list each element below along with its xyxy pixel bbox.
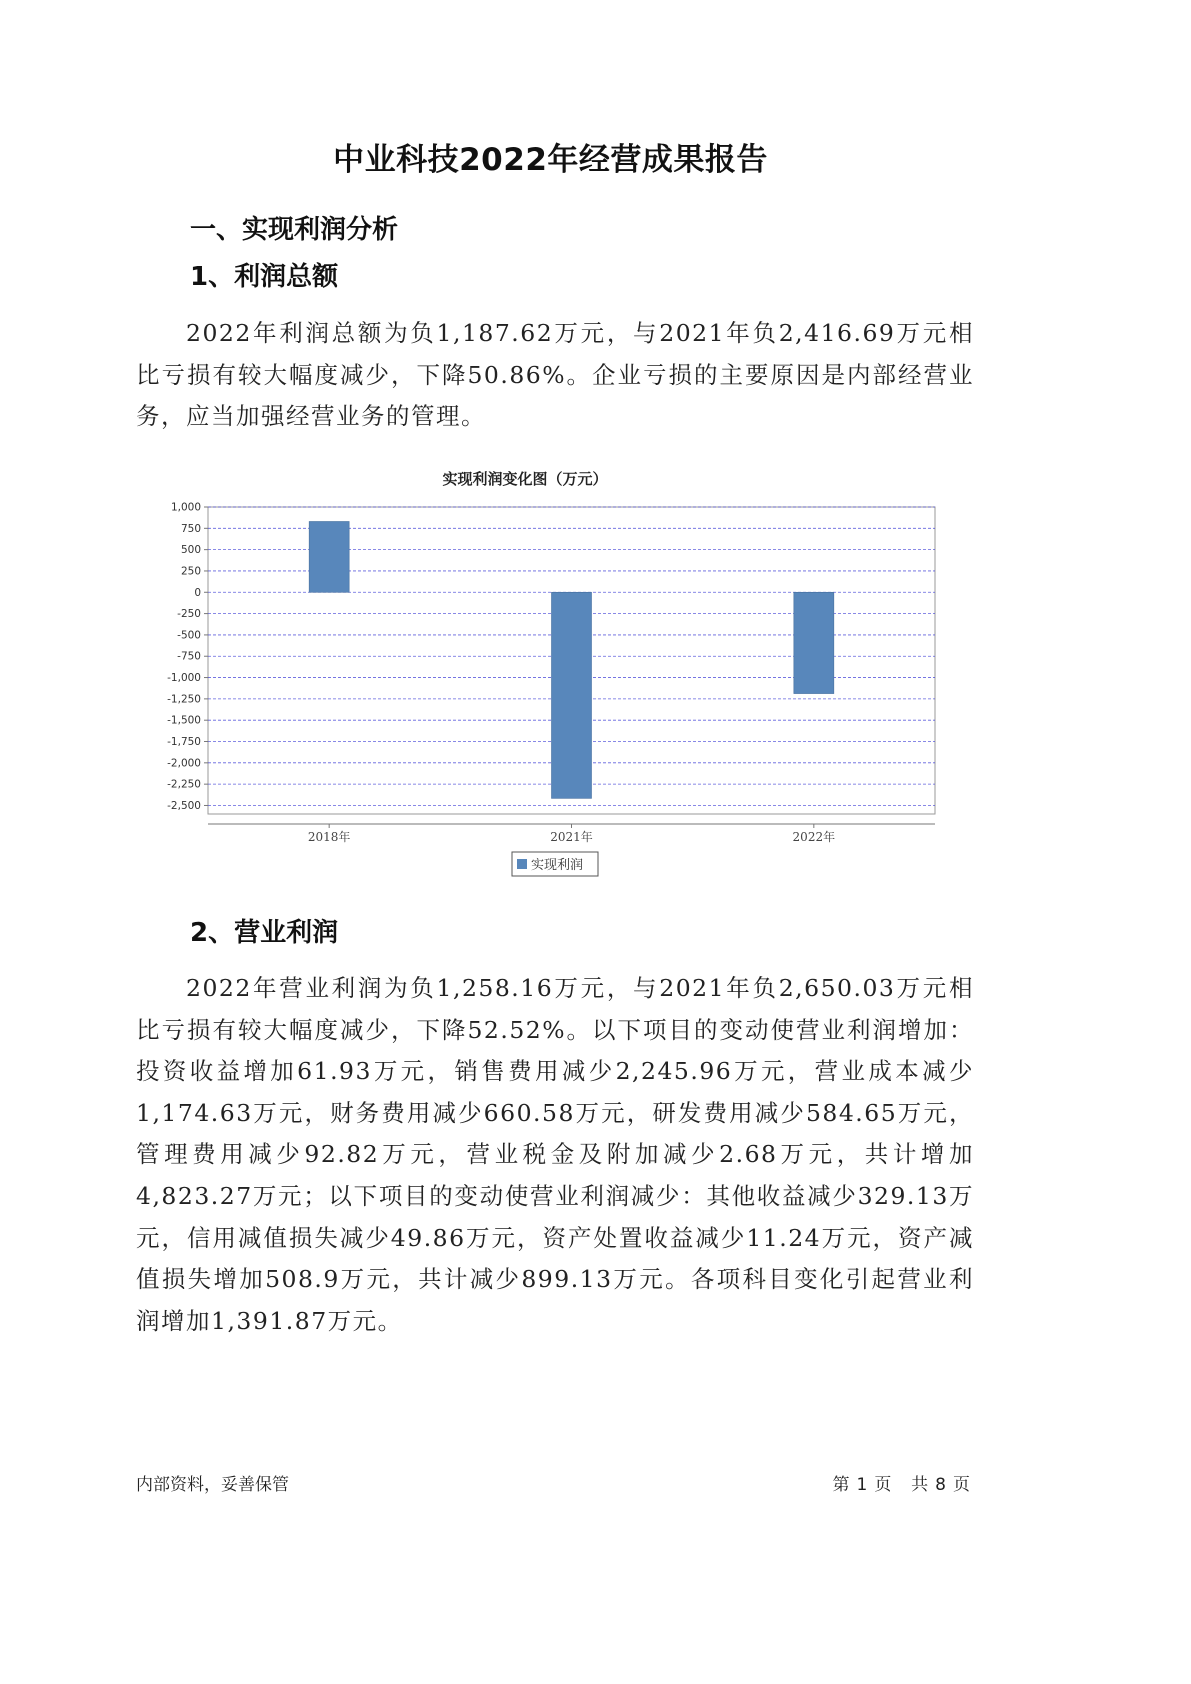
subsection-heading-total-profit: 1、利润总额 (190, 262, 339, 292)
y-tick-label: -250 (177, 608, 201, 621)
y-tick-label: 0 (194, 586, 201, 599)
y-tick-label: 500 (180, 544, 201, 557)
x-tick-label: 2018年 (307, 830, 351, 844)
bar-2021年 (552, 592, 592, 798)
chart-legend (512, 852, 598, 876)
page-total: 8 (935, 1475, 947, 1495)
operating-profit-paragraph: 2022年营业利润为负1,258.16万元，与2021年负2,650.03万元相比亏损有较大幅度减少，下降52.52%。以下项目的变动使营业利润增加：投资收益增加61.93万元，销售费用减少2,245.96万元，营业成本减少1,174.63万元，财务费用减少660.58万元，研发费用减少584.65万元，管理费用减少92.82万元，营业税金及附加减少2.68万元，共计增加4,823.27万元；以下项目的变动使营业利润减少：其他收益减少329.13万元，信用减值损失减少49.86万元，资产处置收益减少11.24万元，资产减值损失增加508.9万元，共计减少899.13万元。各项科目变化引起营业利润增加1,391.87万元。 (136, 974, 974, 1335)
x-tick-label: 2022年 (792, 830, 836, 844)
y-tick-label: -2,250 (167, 778, 201, 791)
report-title: 中业科技2022年经营成果报告 (333, 142, 768, 178)
y-tick-label: -1,000 (167, 672, 201, 685)
bar-2022年 (794, 592, 834, 693)
confidential-note: 内部资料，妥善保管 (136, 1475, 289, 1495)
y-tick-label: 1,000 (170, 501, 201, 514)
profit-change-chart-svg (150, 462, 950, 887)
y-tick-label: -500 (177, 629, 201, 642)
page-indicator (830, 1470, 974, 1495)
y-tick-label: -1,500 (167, 714, 201, 727)
x-tick-label: 2021年 (550, 830, 593, 844)
chart-title: 实现利润变化图（万元） (442, 470, 608, 488)
page-current: 1 (856, 1475, 869, 1495)
y-tick-label: 750 (180, 522, 201, 535)
chart-bars (309, 521, 834, 798)
page-suffix: 页 (953, 1475, 971, 1495)
page-mid: 页 (874, 1475, 893, 1495)
y-tick-label: -750 (177, 650, 201, 663)
section-heading-profit-analysis: 一、实现利润分析 (190, 215, 399, 245)
y-tick-label: -2,500 (167, 799, 201, 812)
page-prefix: 第 (832, 1475, 851, 1495)
y-tick-label: -1,250 (167, 693, 201, 706)
y-tick-label: 250 (180, 565, 201, 578)
y-tick-label: -2,000 (167, 757, 201, 770)
legend-label: 实现利润 (531, 858, 584, 873)
page-total-prefix: 共 (911, 1475, 930, 1495)
chart-y-axis (167, 502, 208, 812)
subsection-heading-operating-profit: 2、营业利润 (190, 918, 339, 948)
y-tick-label: -1,750 (167, 736, 201, 749)
chart-x-axis (208, 824, 935, 844)
total-profit-paragraph: 2022年利润总额为负1,187.62万元，与2021年负2,416.69万元相比亏损有较大幅度减少，下降50.86%。企业亏损的主要原因是内部经营业务，应当加强经营业务的管理。 (136, 319, 974, 431)
profit-change-chart (150, 462, 950, 887)
legend-swatch (517, 859, 527, 869)
bar-2018年 (309, 521, 349, 592)
